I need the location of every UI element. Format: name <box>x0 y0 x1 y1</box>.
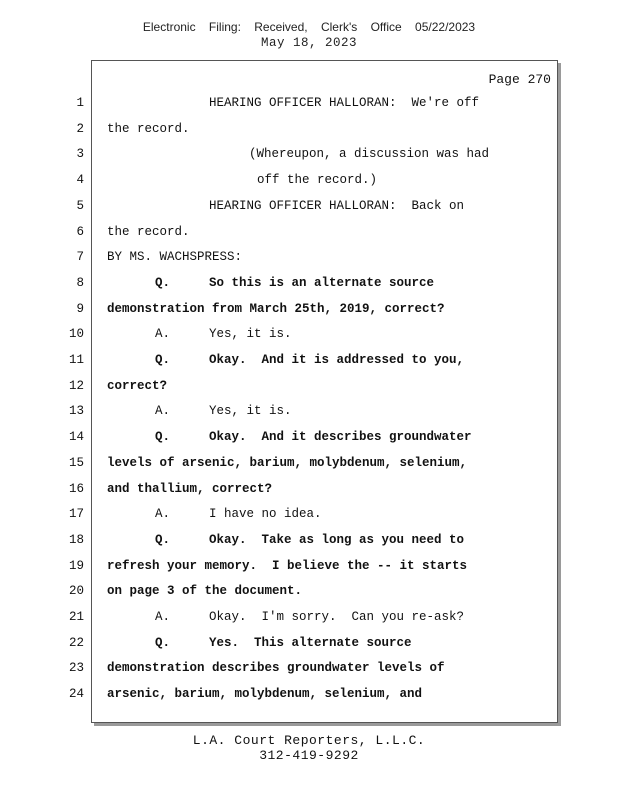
line-number: 17 <box>68 507 84 522</box>
reporter-phone: 312-419-9292 <box>259 748 359 763</box>
question-marker: Q. <box>155 353 171 367</box>
transcript-date: May 18, 2023 <box>260 36 357 50</box>
question-marker: Q. <box>155 430 171 445</box>
question-marker: Q. <box>155 635 171 650</box>
line-number: 20 <box>68 584 84 599</box>
line-number: 21 <box>68 610 84 624</box>
line-number: 24 <box>68 687 84 702</box>
line-text: Yes, it is. <box>209 404 292 419</box>
line-text: levels of arsenic, barium, molybdenum, selenium, <box>107 455 468 470</box>
line-number: 4 <box>76 173 84 188</box>
line-text: HEARING OFFICER HALLORAN: We're off <box>209 96 480 110</box>
line-number: 10 <box>68 327 84 342</box>
line-text: the record. <box>107 121 190 136</box>
line-number: 5 <box>76 198 84 213</box>
line-text: and thallium, correct? <box>107 481 273 496</box>
line-number: 2 <box>76 121 84 136</box>
line-number: 8 <box>76 275 84 290</box>
line-number: 16 <box>68 481 84 496</box>
answer-marker: A. <box>155 404 171 419</box>
answer-marker: A. <box>155 610 171 624</box>
line-number: 11 <box>68 353 84 367</box>
line-number: 7 <box>76 250 84 265</box>
line-text: BY MS. WACHSPRESS: <box>107 250 243 265</box>
line-text: demonstration describes groundwater levels of <box>107 661 445 676</box>
line-text: Okay. And it is addressed to you, <box>209 353 465 367</box>
answer-marker: A. <box>155 507 171 522</box>
line-text: Okay. Take as long as you need to <box>209 532 465 547</box>
line-text: arsenic, barium, molybdenum, selenium, and <box>107 687 423 702</box>
line-text: demonstration from March 25th, 2019, correct? <box>107 301 445 316</box>
question-marker: Q. <box>155 532 171 547</box>
line-text: HEARING OFFICER HALLORAN: Back on <box>209 198 465 213</box>
line-number: 9 <box>76 301 84 316</box>
line-number: 15 <box>68 455 84 470</box>
question-marker: Q. <box>155 275 171 290</box>
line-text: Yes, it is. <box>209 327 292 342</box>
line-number: 22 <box>68 635 84 650</box>
line-text: correct? <box>107 378 168 393</box>
line-text: Yes. This alternate source <box>209 635 412 650</box>
line-text: off the record.) <box>257 173 378 188</box>
line-number: 23 <box>68 661 84 676</box>
line-text: the record. <box>107 224 190 239</box>
line-text: Okay. I'm sorry. Can you re-ask? <box>209 610 465 624</box>
line-number: 13 <box>68 404 84 419</box>
line-text: refresh your memory. I believe the -- it starts <box>107 558 468 573</box>
line-text: on page 3 of the document. <box>107 584 303 599</box>
line-number: 14 <box>68 430 84 445</box>
filing-stamp: Electronic Filing: Received, Clerk's Office 05/22/2023 <box>142 20 476 34</box>
line-text: I have no idea. <box>209 507 322 522</box>
line-text: (Whereupon, a discussion was had <box>249 147 490 162</box>
answer-marker: A. <box>155 327 171 342</box>
line-number: 3 <box>76 147 84 162</box>
line-number: 18 <box>68 532 84 547</box>
line-text: So this is an alternate source <box>209 275 435 290</box>
line-number: 19 <box>68 558 84 573</box>
line-number: 1 <box>76 96 84 110</box>
line-number: 6 <box>76 224 84 239</box>
line-text: Okay. And it describes groundwater <box>209 430 472 445</box>
page-number: Page 270 <box>488 72 551 87</box>
line-number: 12 <box>68 378 84 393</box>
reporter-company: L.A. Court Reporters, L.L.C. <box>192 733 426 748</box>
